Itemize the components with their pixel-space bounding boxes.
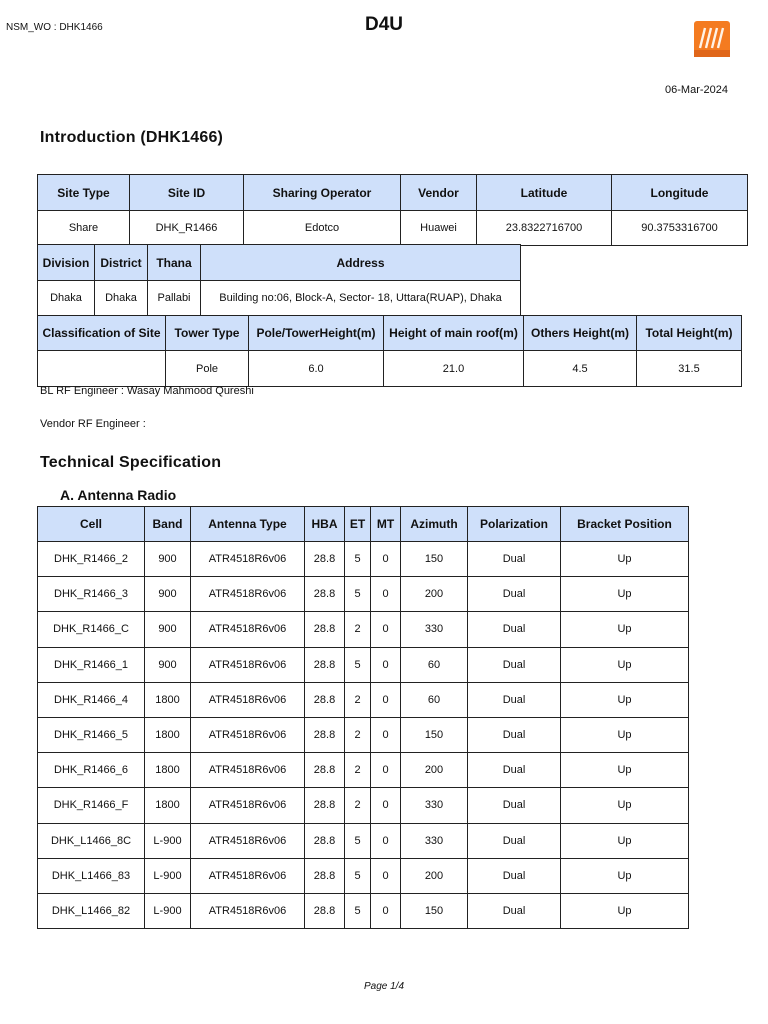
polarization-cell: Dual bbox=[468, 577, 561, 612]
mt-cell: 0 bbox=[371, 893, 401, 928]
mt-cell: 0 bbox=[371, 753, 401, 788]
et-cell: 2 bbox=[345, 753, 371, 788]
bl-rf-engineer: BL RF Engineer : Wasay Mahmood Qureshi bbox=[40, 385, 254, 397]
bracket-position-cell: Up bbox=[561, 542, 689, 577]
table-row bbox=[38, 823, 689, 858]
sharing-operator-value: Edotco bbox=[244, 211, 401, 246]
header-hba: HBA bbox=[305, 507, 345, 542]
header-cell: Cell bbox=[38, 507, 145, 542]
azimuth-cell: 330 bbox=[401, 612, 468, 647]
et-cell: 5 bbox=[345, 577, 371, 612]
address-table bbox=[37, 244, 521, 316]
table-row bbox=[38, 612, 689, 647]
cell-cell: DHK_L1466_82 bbox=[38, 893, 145, 928]
mt-cell: 0 bbox=[371, 577, 401, 612]
bracket-position-cell: Up bbox=[561, 823, 689, 858]
division-value: Dhaka bbox=[38, 281, 95, 316]
hba-cell: 28.8 bbox=[305, 753, 345, 788]
tower-height-table bbox=[37, 315, 742, 387]
band-cell: 900 bbox=[145, 577, 191, 612]
band-cell: 1800 bbox=[145, 788, 191, 823]
bracket-position-cell: Up bbox=[561, 682, 689, 717]
et-cell: 5 bbox=[345, 647, 371, 682]
bracket-position-cell: Up bbox=[561, 893, 689, 928]
header-latitude: Latitude bbox=[477, 175, 612, 211]
header-total-height: Total Height(m) bbox=[637, 316, 742, 351]
hba-cell: 28.8 bbox=[305, 788, 345, 823]
hba-cell: 28.8 bbox=[305, 612, 345, 647]
et-cell: 2 bbox=[345, 612, 371, 647]
introduction-heading: Introduction (DHK1466) bbox=[40, 129, 224, 146]
header-vendor: Vendor bbox=[401, 175, 477, 211]
bracket-position-cell: Up bbox=[561, 788, 689, 823]
header-mt: MT bbox=[371, 507, 401, 542]
site-info-table bbox=[37, 174, 748, 246]
hba-cell: 28.8 bbox=[305, 893, 345, 928]
mt-cell: 0 bbox=[371, 542, 401, 577]
bracket-position-cell: Up bbox=[561, 647, 689, 682]
band-cell: L-900 bbox=[145, 893, 191, 928]
cell-cell: DHK_R1466_1 bbox=[38, 647, 145, 682]
table-row bbox=[38, 682, 689, 717]
antenna-radio-table bbox=[37, 506, 689, 929]
header-et: ET bbox=[345, 507, 371, 542]
address-value: Building no:06, Block-A, Sector- 18, Uttara(RUAP), Dhaka bbox=[201, 281, 521, 316]
band-cell: 900 bbox=[145, 612, 191, 647]
bracket-position-cell: Up bbox=[561, 858, 689, 893]
band-cell: 1800 bbox=[145, 682, 191, 717]
polarization-cell: Dual bbox=[468, 788, 561, 823]
header-site-id: Site ID bbox=[130, 175, 244, 211]
header-bracket-position: Bracket Position bbox=[561, 507, 689, 542]
header-sharing-operator: Sharing Operator bbox=[244, 175, 401, 211]
antenna-type-cell: ATR4518R6v06 bbox=[191, 753, 305, 788]
polarization-cell: Dual bbox=[468, 717, 561, 752]
et-cell: 5 bbox=[345, 893, 371, 928]
mt-cell: 0 bbox=[371, 823, 401, 858]
cell-cell: DHK_R1466_2 bbox=[38, 542, 145, 577]
header-others-height: Others Height(m) bbox=[524, 316, 637, 351]
header-antenna-type: Antenna Type bbox=[191, 507, 305, 542]
hba-cell: 28.8 bbox=[305, 647, 345, 682]
azimuth-cell: 60 bbox=[401, 647, 468, 682]
mt-cell: 0 bbox=[371, 858, 401, 893]
cell-cell: DHK_R1466_3 bbox=[38, 577, 145, 612]
pole-tower-height-value: 6.0 bbox=[249, 351, 384, 387]
header-thana: Thana bbox=[148, 245, 201, 281]
mt-cell: 0 bbox=[371, 788, 401, 823]
page-number: Page 1/4 bbox=[363, 981, 405, 992]
et-cell: 5 bbox=[345, 542, 371, 577]
header-tower-type: Tower Type bbox=[166, 316, 249, 351]
table-row bbox=[38, 858, 689, 893]
bracket-position-cell: Up bbox=[561, 612, 689, 647]
hba-cell: 28.8 bbox=[305, 542, 345, 577]
header-district: District bbox=[95, 245, 148, 281]
hba-cell: 28.8 bbox=[305, 858, 345, 893]
antenna-type-cell: ATR4518R6v06 bbox=[191, 577, 305, 612]
others-height-value: 4.5 bbox=[524, 351, 637, 387]
band-cell: L-900 bbox=[145, 823, 191, 858]
antenna-type-cell: ATR4518R6v06 bbox=[191, 647, 305, 682]
header-site-type: Site Type bbox=[38, 175, 130, 211]
azimuth-cell: 150 bbox=[401, 717, 468, 752]
azimuth-cell: 150 bbox=[401, 542, 468, 577]
antenna-radio-subheading: A. Antenna Radio bbox=[60, 487, 177, 503]
district-value: Dhaka bbox=[95, 281, 148, 316]
polarization-cell: Dual bbox=[468, 647, 561, 682]
site-id-value: DHK_R1466 bbox=[130, 211, 244, 246]
polarization-cell: Dual bbox=[468, 542, 561, 577]
table-row bbox=[38, 647, 689, 682]
work-order-label: NSM_WO : DHK1466 bbox=[6, 22, 103, 33]
polarization-cell: Dual bbox=[468, 682, 561, 717]
band-cell: L-900 bbox=[145, 858, 191, 893]
table-row bbox=[38, 893, 689, 928]
vendor-value: Huawei bbox=[401, 211, 477, 246]
table-row bbox=[38, 788, 689, 823]
bracket-position-cell: Up bbox=[561, 577, 689, 612]
band-cell: 900 bbox=[145, 647, 191, 682]
cell-cell: DHK_L1466_83 bbox=[38, 858, 145, 893]
azimuth-cell: 200 bbox=[401, 753, 468, 788]
et-cell: 5 bbox=[345, 858, 371, 893]
polarization-cell: Dual bbox=[468, 823, 561, 858]
cell-cell: DHK_R1466_F bbox=[38, 788, 145, 823]
polarization-cell: Dual bbox=[468, 612, 561, 647]
et-cell: 2 bbox=[345, 682, 371, 717]
cell-cell: DHK_R1466_C bbox=[38, 612, 145, 647]
hba-cell: 28.8 bbox=[305, 823, 345, 858]
antenna-type-cell: ATR4518R6v06 bbox=[191, 858, 305, 893]
polarization-cell: Dual bbox=[468, 858, 561, 893]
et-cell: 2 bbox=[345, 788, 371, 823]
antenna-type-cell: ATR4518R6v06 bbox=[191, 542, 305, 577]
band-cell: 1800 bbox=[145, 717, 191, 752]
mt-cell: 0 bbox=[371, 612, 401, 647]
header-longitude: Longitude bbox=[612, 175, 748, 211]
vendor-rf-engineer: Vendor RF Engineer : bbox=[40, 418, 146, 430]
latitude-value: 23.8322716700 bbox=[477, 211, 612, 246]
header-division: Division bbox=[38, 245, 95, 281]
azimuth-cell: 330 bbox=[401, 788, 468, 823]
table-row bbox=[38, 753, 689, 788]
band-cell: 1800 bbox=[145, 753, 191, 788]
antenna-type-cell: ATR4518R6v06 bbox=[191, 612, 305, 647]
header-band: Band bbox=[145, 507, 191, 542]
thana-value: Pallabi bbox=[148, 281, 201, 316]
azimuth-cell: 200 bbox=[401, 577, 468, 612]
polarization-cell: Dual bbox=[468, 753, 561, 788]
antenna-type-cell: ATR4518R6v06 bbox=[191, 788, 305, 823]
classification-value bbox=[38, 351, 166, 387]
mt-cell: 0 bbox=[371, 717, 401, 752]
table-row bbox=[38, 577, 689, 612]
hba-cell: 28.8 bbox=[305, 717, 345, 752]
header-pole-tower-height: Pole/TowerHeight(m) bbox=[249, 316, 384, 351]
header-classification-of-site: Classification of Site bbox=[38, 316, 166, 351]
total-height-value: 31.5 bbox=[637, 351, 742, 387]
azimuth-cell: 200 bbox=[401, 858, 468, 893]
cell-cell: DHK_R1466_4 bbox=[38, 682, 145, 717]
azimuth-cell: 60 bbox=[401, 682, 468, 717]
cell-cell: DHK_L1466_8C bbox=[38, 823, 145, 858]
header-azimuth: Azimuth bbox=[401, 507, 468, 542]
antenna-type-cell: ATR4518R6v06 bbox=[191, 682, 305, 717]
band-cell: 900 bbox=[145, 542, 191, 577]
table-row bbox=[38, 542, 689, 577]
bracket-position-cell: Up bbox=[561, 717, 689, 752]
header-address: Address bbox=[201, 245, 521, 281]
antenna-type-cell: ATR4518R6v06 bbox=[191, 717, 305, 752]
antenna-type-cell: ATR4518R6v06 bbox=[191, 893, 305, 928]
tower-type-value: Pole bbox=[166, 351, 249, 387]
main-roof-height-value: 21.0 bbox=[384, 351, 524, 387]
bracket-position-cell: Up bbox=[561, 753, 689, 788]
document-date: 06-Mar-2024 bbox=[665, 84, 728, 96]
header-polarization: Polarization bbox=[468, 507, 561, 542]
header-height-of-main-roof: Height of main roof(m) bbox=[384, 316, 524, 351]
table-row bbox=[38, 717, 689, 752]
azimuth-cell: 330 bbox=[401, 823, 468, 858]
antenna-type-cell: ATR4518R6v06 bbox=[191, 823, 305, 858]
cell-cell: DHK_R1466_5 bbox=[38, 717, 145, 752]
azimuth-cell: 150 bbox=[401, 893, 468, 928]
page-title: D4U bbox=[364, 14, 403, 35]
hba-cell: 28.8 bbox=[305, 577, 345, 612]
longitude-value: 90.3753316700 bbox=[612, 211, 748, 246]
hba-cell: 28.8 bbox=[305, 682, 345, 717]
site-type-value: Share bbox=[38, 211, 130, 246]
cell-cell: DHK_R1466_6 bbox=[38, 753, 145, 788]
mt-cell: 0 bbox=[371, 647, 401, 682]
polarization-cell: Dual bbox=[468, 893, 561, 928]
banglalink-logo-icon bbox=[693, 20, 731, 58]
et-cell: 2 bbox=[345, 717, 371, 752]
et-cell: 5 bbox=[345, 823, 371, 858]
technical-specification-heading: Technical Specification bbox=[40, 454, 222, 471]
mt-cell: 0 bbox=[371, 682, 401, 717]
